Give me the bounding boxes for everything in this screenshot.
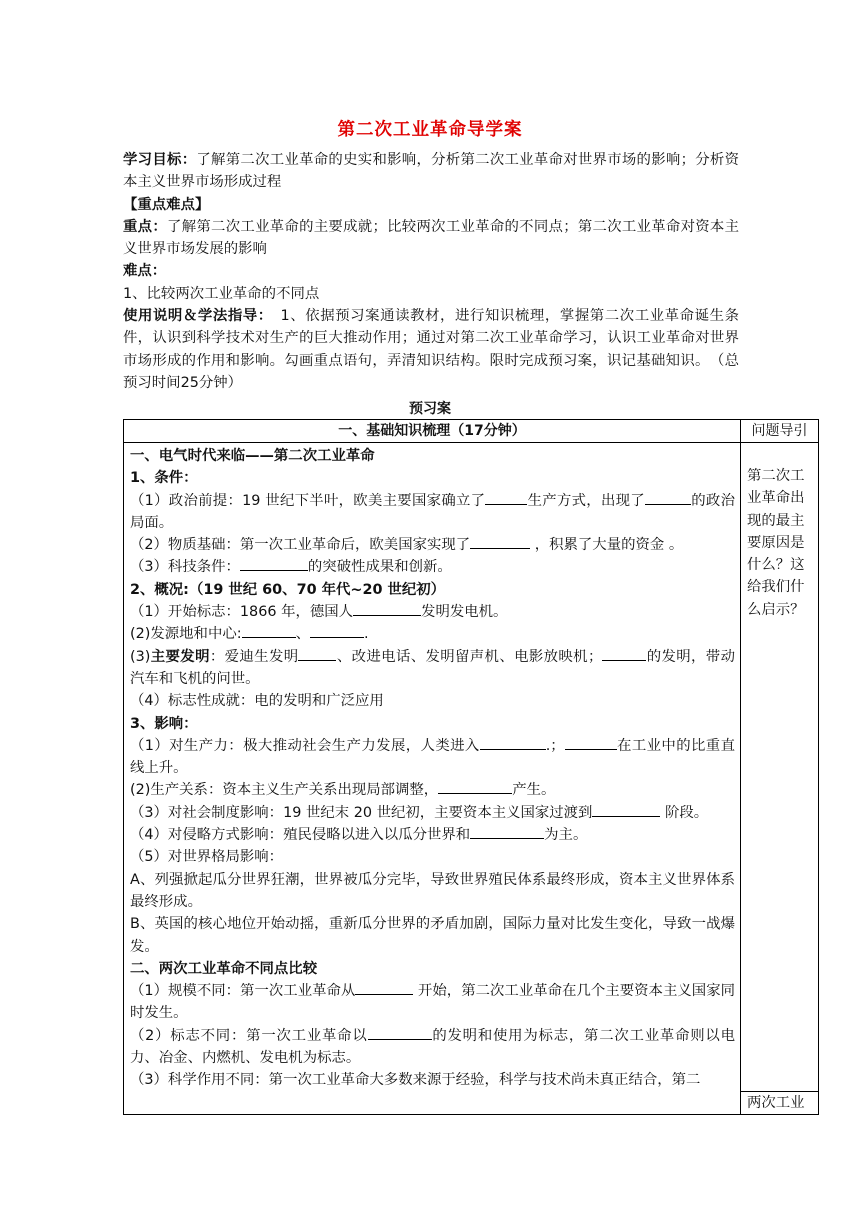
compare-1 — [130, 980, 735, 1025]
question-guide-cell — [741, 443, 819, 1092]
fill-blank[interactable] — [592, 802, 660, 817]
overview-1 — [130, 601, 735, 623]
difficulty-label-text: 难点： — [123, 263, 167, 280]
impact-1 — [130, 735, 735, 780]
fill-blank[interactable] — [470, 824, 544, 839]
over2-text-a: (2)发源地和中心: — [130, 626, 242, 643]
over3-text-c: 、改进电话、发明留声机、电影放映机； — [336, 648, 603, 665]
imp1-text-c: 在工业中的比重直线上升。 — [130, 737, 735, 777]
key-label: 重点： — [123, 218, 168, 235]
cond2-text-a: （2）物质基础：第一次工业革命后，欧美国家实现了 — [130, 537, 471, 554]
table-body-row — [124, 443, 819, 1092]
fill-blank[interactable] — [240, 556, 308, 571]
imp4-text-a: （4）对侵略方式影响：殖民侵略以进入以瓜分世界和 — [130, 827, 471, 844]
cmp1-text-b: 开始，第二次工业革命在几个主要资本主义国家同时发生。 — [130, 983, 735, 1022]
impact-b: B、英国的核心地位开始动摇，重新瓜分世界的矛盾加剧，国际力量对比发生变化，导致一战爆发。 — [130, 916, 735, 955]
impact-2 — [130, 779, 735, 801]
cmp2-text-b: 的发明和使用为标志，第二次工业革命则以电力、冶金、内燃机、发电机为标志。 — [130, 1027, 735, 1067]
question-guide-cell-2 — [741, 1092, 819, 1115]
compare-3: （3）科学作用不同：第一次工业革命大多数来源于经验，科学与技术尚未真正结合，第二 — [130, 1072, 701, 1089]
condition-3 — [130, 556, 735, 578]
conditions-title-text: 1、条件： — [130, 470, 198, 487]
over1-text-a: （1）开始标志：1866 年，德国人 — [130, 604, 354, 621]
difficulty-item: 1、比较两次工业革命的不同点 — [123, 285, 320, 302]
impact-title-text: 3、影响： — [130, 715, 198, 732]
cond3-text-b: 的突破性成果和创新。 — [307, 559, 452, 576]
key-text: 了解第二次工业革命的主要成就；比较两次工业革命的不同点；第二次工业革命对资本主义世界市场发展的影响 — [123, 218, 739, 258]
impact-title — [130, 713, 735, 735]
usage-label: 使用说明＆学法指导： — [123, 308, 266, 325]
part1-title — [130, 445, 735, 467]
part2-title — [130, 958, 735, 980]
section-title: 预习案 — [409, 401, 451, 417]
goal-label: 学习目标： — [123, 152, 197, 168]
fill-blank[interactable] — [565, 735, 617, 750]
condition-1 — [130, 490, 735, 535]
fill-blank[interactable] — [485, 490, 527, 505]
guide-question-2: 两次工业 — [747, 1095, 805, 1111]
imp3-text-a: （3）对社会制度影响：19 世纪末 20 世纪初，主要资本主义国家过渡到 — [130, 804, 593, 821]
learning-goals — [123, 149, 739, 194]
over2-text-b: 、 — [295, 626, 310, 643]
fill-blank[interactable] — [645, 490, 691, 505]
fill-blank[interactable] — [368, 1025, 432, 1040]
fill-blank[interactable] — [480, 735, 546, 750]
fill-blank[interactable] — [602, 646, 646, 661]
cond2-text-b: ，积累了大量的资金 。 — [534, 537, 684, 554]
imp4-text-b: 为主。 — [544, 827, 588, 844]
key-heading-text: 【重点难点】 — [123, 196, 210, 213]
document-title: 第二次工业革命导学案 — [337, 120, 523, 140]
guide-question-1: 第二次工业革命出现的最主要原因是什么？这给我们什么启示？ — [747, 468, 805, 618]
impact-a: A、列强掀起瓜分世界狂潮，世界被瓜分完毕，导致世界殖民体系最终形成，资本主义世界体系最终形成。 — [130, 871, 735, 910]
imp1-text-a: （1）对生产力：极大推动社会生产力发展，人类进入 — [130, 737, 480, 754]
impact-3 — [130, 802, 735, 824]
over3-text-b: ：爱迪生发明 — [209, 648, 299, 665]
table-header-row — [124, 420, 819, 443]
fill-blank[interactable] — [310, 623, 364, 638]
fill-blank[interactable] — [438, 779, 512, 794]
header-basics: 一、基础知识梳理（17分钟） — [124, 420, 741, 443]
fill-blank[interactable] — [470, 534, 530, 549]
imp3-text-b: 阶段。 — [660, 804, 709, 821]
usage-instructions — [123, 305, 739, 394]
overview-title — [130, 579, 735, 601]
over2-text-c: . — [363, 626, 369, 643]
difficulty-label — [123, 260, 739, 282]
key-points — [123, 216, 739, 261]
key-heading — [123, 194, 739, 216]
intro-section — [123, 149, 739, 394]
conditions-title — [130, 467, 735, 489]
overview-2 — [130, 623, 735, 645]
imp1-text-b: .； — [545, 737, 565, 754]
fill-blank[interactable] — [353, 601, 421, 616]
cond1-text-b: 生产方式，出现了 — [527, 492, 645, 509]
overview-title-text: 2、概况:（19 世纪 60、70 年代~20 世纪初） — [130, 581, 446, 598]
preview-table — [123, 419, 819, 1115]
overview-4: （4）标志性成就：电的发明和广泛应用 — [130, 693, 384, 710]
cmp1-text-a: （1）规模不同：第一次工业革命从 — [130, 983, 356, 1000]
imp2-text-a: (2)生产关系：资本主义生产关系出现局部调整， — [130, 782, 439, 799]
over3-text-a: (3) — [130, 648, 151, 665]
over1-text-b: 发明发电机。 — [421, 604, 508, 621]
cond1-text-a: （1）政治前提：19 世纪下半叶，欧美主要国家确立了 — [130, 492, 486, 509]
overview-3 — [130, 646, 735, 691]
main-inventions-label: 主要发明 — [150, 648, 210, 665]
cond3-text-a: （3）科技条件： — [130, 559, 240, 576]
impact-4 — [130, 824, 735, 846]
usage-text: 1、依据预习案通读教材，进行知识梳理，掌握第二次工业革命诞生条件，认识到科学技术对生产的巨大推动作用；通过对第二次工业革命学习，认识工业革命对世界市场形成的作用和影响。勾画重点语句，弄清知识结构。限时完成预习案，识记基础知识。 （总预习时间25分钟） — [123, 308, 739, 391]
part1-title-text: 一、电气时代来临——第二次工业革命 — [130, 448, 375, 464]
fill-blank[interactable] — [242, 623, 296, 638]
fill-blank[interactable] — [355, 980, 413, 995]
cond1-text-c: 的政治局面。 — [130, 492, 735, 531]
fill-blank[interactable] — [298, 646, 336, 661]
over3-text-d: 的发明，带动汽车和飞机的问世。 — [130, 648, 735, 687]
header-questions: 问题导引 — [741, 420, 819, 443]
impact-5: （5）对世界格局影响： — [130, 849, 284, 866]
cmp2-text-a: （2）标志不同：第一次工业革命以 — [130, 1027, 368, 1044]
imp2-text-b: 产生。 — [512, 782, 556, 799]
condition-2 — [130, 534, 735, 556]
goal-text: 了解第二次工业革命的史实和影响，分析第二次工业革命对世界市场的影响；分析资本主义世界市场形成过程 — [123, 152, 739, 191]
knowledge-cell — [124, 443, 741, 1115]
part2-title-text: 二、两次工业革命不同点比较 — [130, 960, 318, 977]
compare-2 — [130, 1025, 735, 1070]
